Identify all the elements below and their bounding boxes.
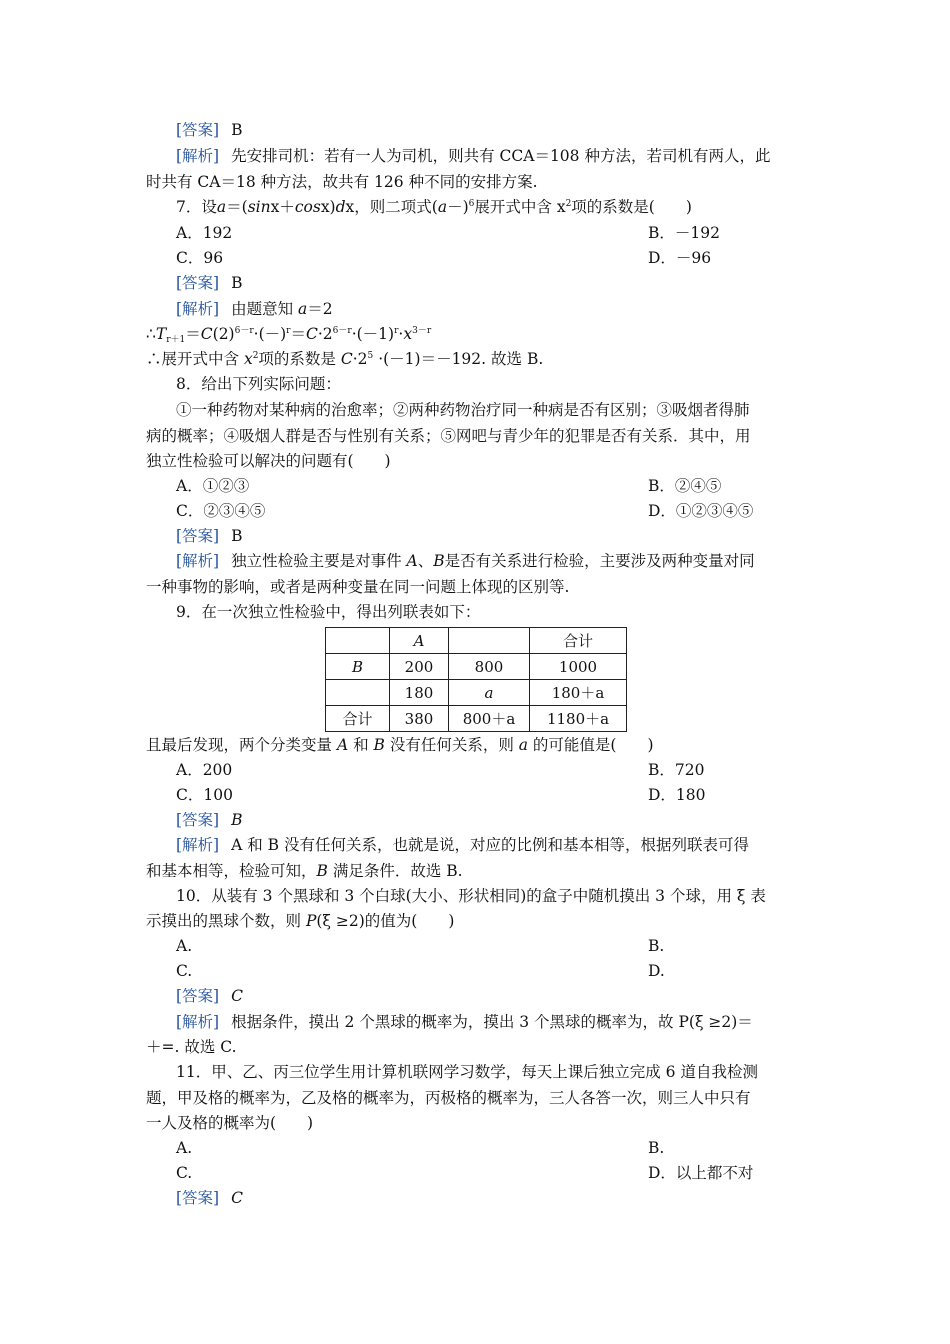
q7-stem-text: 展开式中含 x [474, 198, 566, 216]
q7-stem-text: 7．设 [176, 198, 217, 216]
q7-step2-exponent: 5 [367, 351, 374, 361]
q6-answer-value: B [231, 121, 243, 139]
q7-step1 [146, 324, 806, 346]
q11-option-c: C. [176, 1164, 193, 1182]
q9-analysis-text: 和基本相等，检验可知， [146, 862, 317, 880]
q6-answer [176, 120, 836, 142]
q7-step1-var: C [200, 325, 213, 343]
q7-stem-func: sin [247, 198, 271, 216]
q7-options-row2 [176, 248, 836, 270]
q10-answer [176, 986, 836, 1008]
q7-step1-var: T [155, 325, 167, 343]
q7-stem [176, 197, 836, 219]
q9-answer [176, 810, 836, 832]
table-cell: 800＋a [449, 706, 530, 732]
q9-text: 没有任何关系，则 [384, 736, 519, 754]
q7-stem-var: a [437, 198, 448, 216]
q7-step1-text: ·(－1) [351, 325, 395, 343]
q9-options-row2 [176, 785, 836, 807]
q9-analysis-line2 [146, 861, 806, 883]
table-row [326, 680, 627, 706]
q9-option-c: C．100 [176, 786, 233, 804]
q9-text: 的可能值是( ) [528, 736, 654, 754]
q6-analysis-line1: 先安排司机：若有一人为司机，则共有 CCA＝108 种方法，若司机有两人，此 [231, 147, 771, 165]
q7-step1-text: (2) [212, 325, 235, 343]
q10-option-d: D. [648, 962, 665, 980]
analysis-tag: [解析] [176, 1013, 220, 1031]
q11-stem-line2: 题，甲及格的概率为，乙及格的概率为，丙极格的概率为，三人各答一次，则三人中只有 [146, 1089, 751, 1107]
table-row [326, 654, 627, 680]
q10-option-b: B. [648, 937, 665, 955]
q7-stem-text: x，则二项式( [345, 198, 438, 216]
q7-options-row1 [176, 223, 836, 245]
q10-stem-line1: 10．从装有 3 个黑球和 3 个白球(大小、形状相同)的盒子中随机摸出 3 个球，用 ξ 表 [176, 887, 766, 905]
q8-stem: 8．给出下列实际问题： [176, 375, 341, 393]
q7-analysis-text: ＝2 [307, 300, 333, 318]
table-cell: 1000 [530, 654, 627, 680]
q11-answer-value: C [231, 1189, 243, 1207]
q7-stem-text: ＝( [226, 198, 248, 216]
q7-stem-text: x＋ [270, 198, 295, 216]
q8-option-d: D．①②③④⑤ [648, 502, 754, 520]
q8-option-a: A．①②③ [176, 477, 250, 495]
answer-tag: [答案] [176, 987, 220, 1005]
q8-analysis [176, 551, 836, 573]
analysis-tag: [解析] [176, 836, 220, 854]
q8-option-c: C．②③④⑤ [176, 502, 266, 520]
q7-stem-var: d [335, 198, 346, 216]
q7-step2 [146, 349, 806, 371]
answer-tag: [答案] [176, 1189, 220, 1207]
q7-step1-exponent: r [286, 326, 291, 336]
q7-exponent: 2 [565, 199, 572, 209]
q9-answer-value: B [231, 811, 243, 829]
q8-analysis-text: 独立性检验主要是对事件 [231, 552, 407, 570]
q7-analysis [176, 299, 836, 321]
q7-answer-value: B [231, 274, 243, 292]
q7-step2-var: x [243, 350, 253, 368]
q7-step1-text: · [398, 325, 404, 343]
q6-analysis-line2: 时共有 CA＝18 种方法，故共有 126 种不同的安排方案. [146, 173, 538, 191]
q8-analysis-text: 、 [417, 552, 434, 570]
q9-option-d: D．180 [648, 786, 706, 804]
q9-option-b: B．720 [648, 761, 705, 779]
q7-stem-func: cos [294, 198, 321, 216]
q9-analysis-text: 满足条件．故选 B. [327, 862, 463, 880]
analysis-tag: [解析] [176, 300, 220, 318]
q11-options-row1 [176, 1138, 836, 1160]
q11-option-b: B. [648, 1139, 665, 1157]
q7-step2-exponent: 2 [252, 351, 259, 361]
q9-var: A [336, 736, 349, 754]
q7-step1-exponent: r [394, 326, 399, 336]
q10-text: (ξ ≥2)的值为( ) [316, 912, 455, 930]
q7-step2-text: 项的系数是 [258, 350, 341, 368]
q9-var: a [518, 736, 528, 754]
q7-step1-exponent: 3－r [412, 326, 432, 336]
q7-step1-exponent: 6－r [332, 326, 352, 336]
q7-step1-var: C [306, 325, 318, 343]
q9-var: B [373, 736, 385, 754]
q7-option-a: A．192 [176, 224, 233, 242]
q7-option-b: B．－192 [648, 224, 720, 242]
table-cell: 合计 [530, 628, 627, 654]
q7-answer [176, 273, 836, 295]
q7-stem-text: 项的系数是( ) [571, 198, 692, 216]
q9-option-a: A．200 [176, 761, 233, 779]
q10-answer-value: C [231, 987, 243, 1005]
q7-option-d: D．－96 [648, 249, 712, 267]
q7-stem-text: x) [320, 198, 336, 216]
table-cell: 180 [390, 680, 449, 706]
table-cell: 800 [449, 654, 530, 680]
contingency-table [325, 627, 627, 732]
q10-var: P [305, 912, 317, 930]
q7-step2-var: C [340, 350, 353, 368]
q9-text: 且最后发现，两个分类变量 [146, 736, 337, 754]
q7-step1-var: x [403, 325, 413, 343]
q7-analysis-text: 由题意知 [231, 300, 299, 318]
q6-analysis [176, 146, 836, 168]
answer-tag: [答案] [176, 811, 220, 829]
table-cell: 1180＋a [530, 706, 627, 732]
q9-options-row1 [176, 760, 836, 782]
q7-option-c: C．96 [176, 249, 224, 267]
therefore-symbol: ∴ [146, 325, 156, 343]
q7-stem-var: a [216, 198, 227, 216]
table-cell: 合计 [326, 706, 390, 732]
table-row [326, 706, 627, 732]
answer-tag: [答案] [176, 274, 220, 292]
q11-stem-line1: 11．甲、乙、丙三位学生用计算机联网学习数学，每天上课后独立完成 6 道自我检测 [176, 1063, 758, 1081]
table-cell: A [390, 628, 449, 654]
q9-analysis-var: B [316, 862, 328, 880]
q8-option-b: B．②④⑤ [648, 477, 722, 495]
q9-after-table [146, 735, 806, 757]
q7-step1-text: ·(－) [253, 325, 287, 343]
q9-analysis [176, 835, 836, 857]
table-cell [326, 628, 390, 654]
table-cell [326, 680, 390, 706]
q7-step2-text: ·2 [352, 350, 368, 368]
table-row [326, 628, 627, 654]
table-cell: 180＋a [530, 680, 627, 706]
q10-text: 示摸出的黑球个数，则 [146, 912, 306, 930]
table-cell [449, 628, 530, 654]
q7-step1-text: ＝ [290, 325, 306, 343]
analysis-tag: [解析] [176, 147, 220, 165]
q8-analysis-text: 是否有关系进行检验，主要涉及两种变量对同 [444, 552, 755, 570]
q8-analysis-line2: 一种事物的影响，或者是两种变量在同一问题上体现的区别等. [146, 578, 570, 596]
q7-step1-text: ＝ [185, 325, 201, 343]
q7-stem-text: －) [447, 198, 469, 216]
q7-step2-text: ·(－1)＝－192. 故选 B. [373, 350, 544, 368]
q7-step1-text: ·2 [317, 325, 333, 343]
q8-analysis-var: B [433, 552, 445, 570]
q8-body-line1: ①一种药物对某种病的治愈率；②两种药物治疗同一种病是否有区别；③吸烟者得肺 [176, 401, 750, 419]
q11-answer [176, 1188, 836, 1210]
q8-options-row1 [176, 476, 836, 498]
q10-options-row1 [176, 936, 836, 958]
q8-analysis-var: A [406, 552, 418, 570]
q10-option-c: C. [176, 962, 193, 980]
q10-stem-line2 [146, 911, 806, 933]
answer-tag: [答案] [176, 121, 220, 139]
q10-analysis-line2: ＋=. 故选 C. [146, 1038, 237, 1056]
q10-analysis-line1: 根据条件，摸出 2 个黑球的概率为，摸出 3 个黑球的概率为，故 P(ξ ≥2)＝ [231, 1013, 753, 1031]
answer-tag: [答案] [176, 527, 220, 545]
q7-analysis-var: a [298, 300, 308, 318]
q11-option-d: D．以上都不对 [648, 1164, 754, 1182]
q7-exponent: 6 [468, 199, 475, 209]
table-cell: 200 [390, 654, 449, 680]
q10-analysis [176, 1012, 836, 1034]
q10-options-row2 [176, 961, 836, 983]
q7-step2-text: ∴展开式中含 [146, 350, 244, 368]
table-cell: B [326, 654, 390, 680]
q8-answer [176, 526, 836, 548]
q11-stem-line3: 一人及格的概率为( ) [146, 1114, 314, 1132]
q9-text: 和 [348, 736, 374, 754]
q11-options-row2 [176, 1163, 836, 1185]
q8-body-line3: 独立性检验可以解决的问题有( ) [146, 452, 391, 470]
q9-stem: 9．在一次独立性检验中，得出列联表如下： [176, 603, 481, 621]
q10-option-a: A. [176, 937, 193, 955]
q8-answer-value: B [231, 527, 243, 545]
q7-step1-exponent: 6－r [234, 326, 254, 336]
q8-body-line2: 病的概率；④吸烟人群是否与性别有关系；⑤网吧与青少年的犯罪是否有关系．其中，用 [146, 427, 751, 445]
q9-analysis-line1: A 和 B 没有任何关系，也就是说，对应的比例和基本相等，根据列联表可得 [231, 836, 749, 854]
table-cell: a [449, 680, 530, 706]
table-cell: 380 [390, 706, 449, 732]
q11-option-a: A. [176, 1139, 193, 1157]
analysis-tag: [解析] [176, 552, 220, 570]
q7-step1-subscript: r＋1 [166, 335, 186, 345]
q8-options-row2 [176, 501, 836, 523]
